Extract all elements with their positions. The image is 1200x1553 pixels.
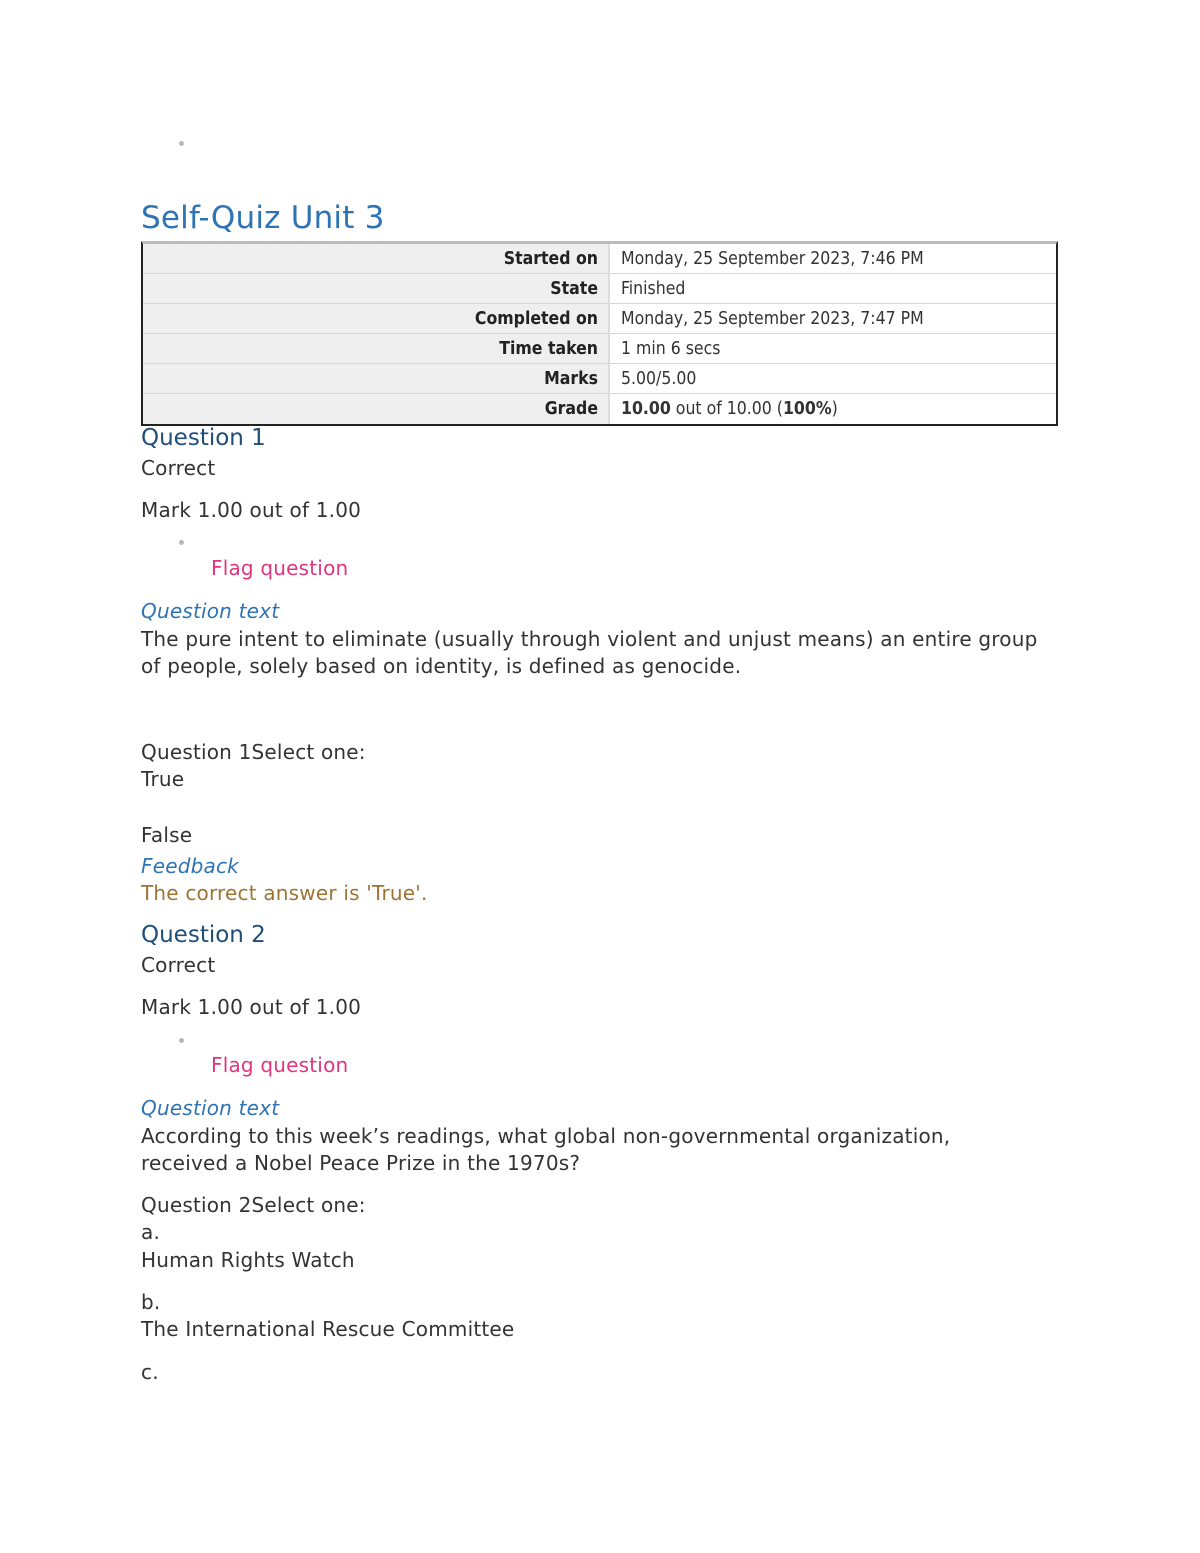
summary-row-state	[143, 274, 1056, 304]
feedback-text: The correct answer is 'True'.	[141, 881, 428, 905]
summary-value: 1 min 6 secs	[609, 334, 1056, 364]
flag-question-link[interactable]: Flag question	[211, 1053, 349, 1077]
answer-option-letter: c.	[141, 1360, 159, 1384]
list-bullet	[179, 540, 184, 545]
question-text-label: Question text	[141, 1096, 280, 1120]
answer-option[interactable]: True	[141, 767, 185, 791]
summary-label: Started on	[143, 244, 609, 274]
grade-percent: 100%	[782, 399, 832, 419]
question-mark: Mark 1.00 out of 1.00	[141, 498, 362, 522]
list-bullet	[179, 1038, 184, 1043]
question-mark: Mark 1.00 out of 1.00	[141, 995, 362, 1019]
flag-question-link[interactable]: Flag question	[211, 556, 349, 580]
answer-option-letter: a.	[141, 1220, 161, 1244]
summary-row-marks	[143, 364, 1056, 394]
summary-value: Monday, 25 September 2023, 7:46 PM	[609, 244, 1056, 274]
summary-row-started	[143, 244, 1056, 274]
question-text: The pure intent to eliminate (usually through violent and unjust means) an entire group of people, solely based on identity, is defined as genocide.	[141, 627, 1038, 678]
answer-option[interactable]: The International Rescue Committee	[141, 1317, 515, 1341]
grade-close: )	[831, 399, 838, 419]
answer-option-letter: b.	[141, 1290, 161, 1314]
question-status: Correct	[141, 953, 216, 977]
summary-label: Time taken	[143, 334, 609, 364]
quiz-summary-table	[141, 241, 1058, 426]
select-one-label: Question 1Select one:	[141, 740, 366, 764]
summary-value	[609, 394, 1056, 425]
answer-option[interactable]: Human Rights Watch	[141, 1248, 355, 1272]
summary-label: State	[143, 274, 609, 304]
summary-row-grade	[143, 394, 1056, 425]
summary-label: Marks	[143, 364, 609, 394]
page-title: Self-Quiz Unit 3	[141, 200, 385, 236]
grade-score: 10.00	[621, 399, 671, 419]
question-status: Correct	[141, 456, 216, 480]
summary-label: Grade	[143, 394, 609, 425]
summary-label: Completed on	[143, 304, 609, 334]
question-text-label: Question text	[141, 599, 280, 623]
summary-row-completed	[143, 304, 1056, 334]
feedback-label: Feedback	[141, 854, 239, 878]
summary-value: Monday, 25 September 2023, 7:47 PM	[609, 304, 1056, 334]
summary-value: Finished	[609, 274, 1056, 304]
select-one-label: Question 2Select one:	[141, 1193, 366, 1217]
answer-option[interactable]: False	[141, 823, 193, 847]
list-bullet	[179, 141, 184, 146]
grade-out-of: out of 10.00 (	[670, 399, 783, 419]
summary-row-time-taken	[143, 334, 1056, 364]
question-heading: Question 1	[141, 425, 266, 451]
question-text: According to this week’s readings, what global non-governmental organization, received a Nobel Peace Prize in the 1970s?	[141, 1124, 951, 1175]
question-heading: Question 2	[141, 922, 266, 948]
summary-value: 5.00/5.00	[609, 364, 1056, 394]
